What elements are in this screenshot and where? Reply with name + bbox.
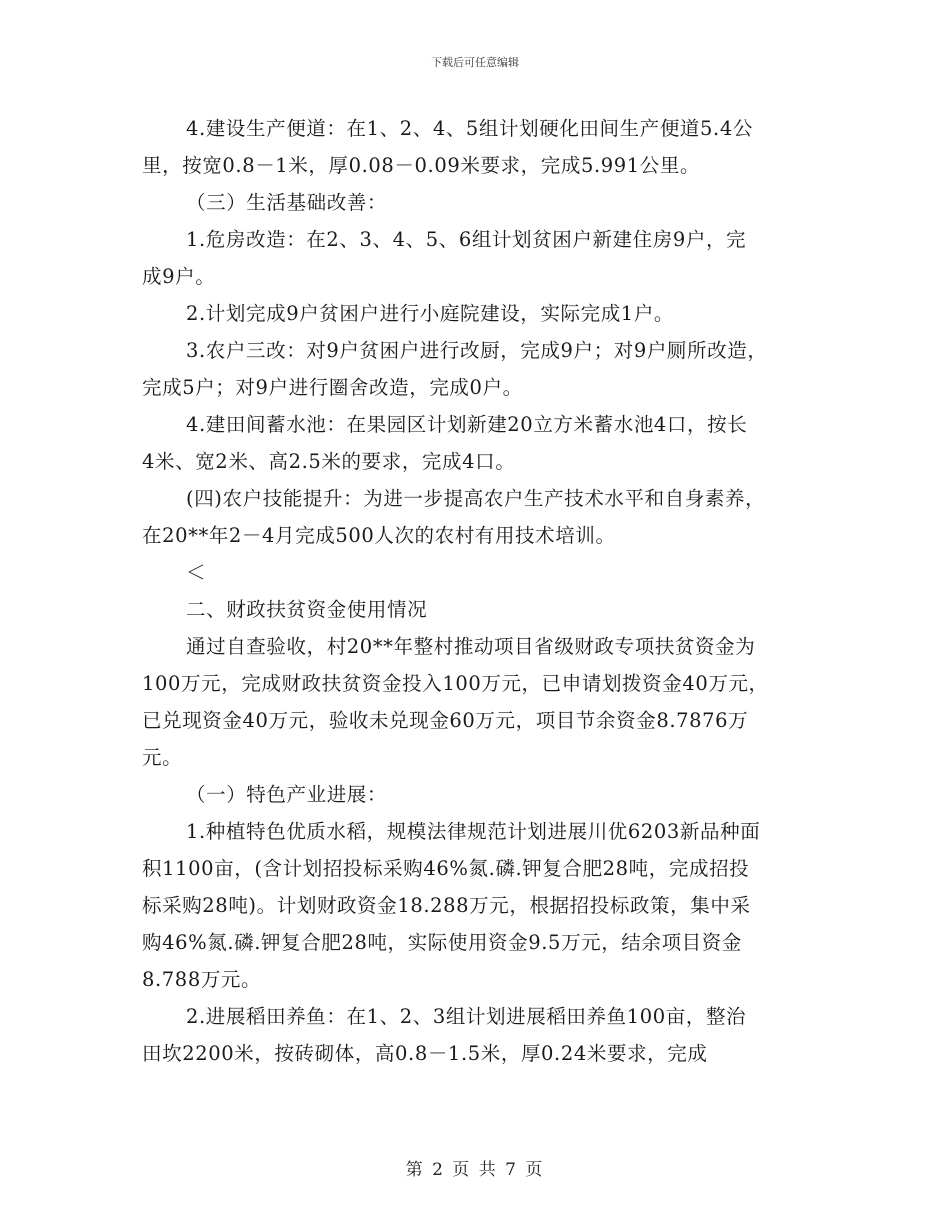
- page-number-footer: 第 2 页 共 7 页: [405, 1160, 545, 1180]
- section-heading: （三）生活基础改善：: [186, 191, 388, 214]
- paragraph-line: 完成5户；对9户进行圈舍改造，完成0户。: [142, 376, 523, 399]
- paragraph-line: 里，按宽0.8－1米，厚0.08－0.09米要求，完成5.991公里。: [142, 154, 701, 177]
- paragraph-line: 成9户。: [142, 265, 216, 288]
- paragraph-line: 购46%氮.磷.钾复合肥28吨，实际使用资金9.5万元，结余项目资金: [142, 931, 742, 954]
- stray-symbol: ＜: [186, 561, 207, 584]
- paragraph-line: 1.危房改造：在2、3、4、5、6组计划贫困户新建住房9户，完: [186, 228, 747, 251]
- paragraph-line: 4.建田间蓄水池：在果园区计划新建20立方米蓄水池4口，按长: [186, 413, 748, 436]
- paragraph-line: 标采购28吨)。计划财政资金18.288万元，根据招投标政策，集中采: [142, 894, 751, 917]
- paragraph-line: 3.农户三改：对9户贫困户进行改厨，完成9户；对9户厕所改造，: [186, 339, 768, 362]
- paragraph-line: 100万元，完成财政扶贫资金投入100万元，已申请划拨资金40万元，: [142, 672, 769, 695]
- document-body: [142, 110, 810, 1072]
- paragraph-line: 已兑现资金40万元，验收未兑现金60万元，项目节余资金8.7876万: [142, 709, 749, 732]
- paragraph-line: 4.建设生产便道：在1、2、4、5组计划硬化田间生产便道5.4公: [186, 117, 753, 140]
- paragraph-line: 通过自查验收，村20**年整村推动项目省级财政专项扶贫资金为: [186, 635, 756, 658]
- section-heading: （一）特色产业进展：: [186, 783, 388, 806]
- paragraph-line: (四)农户技能提升：为进一步提高农户生产技术水平和自身素养，: [186, 487, 766, 510]
- paragraph-line: 2.进展稻田养鱼：在1、2、3组计划进展稻田养鱼100亩，整治: [186, 1005, 747, 1028]
- paragraph-line: 1.种植特色优质水稻，规模法律规范计划进展川优6203新品种面: [186, 820, 761, 843]
- paragraph-line: 元。: [142, 746, 183, 769]
- section-heading: 二、财政扶贫资金使用情况: [186, 598, 428, 621]
- paragraph-line: 2.计划完成9户贫困户进行小庭院建设，实际完成1户。: [186, 302, 675, 325]
- paragraph-line: 8.788万元。: [142, 968, 262, 991]
- paragraph-line: 积1100亩，(含计划招投标采购46%氮.磷.钾复合肥28吨，完成招投: [142, 857, 750, 880]
- paragraph-line: 在20**年2－4月完成500人次的农村有用技术培训。: [142, 524, 616, 547]
- paragraph-line: 田坎2200米，按砖砌体，高0.8－1.5米，厚0.24米要求，完成: [142, 1042, 708, 1065]
- page-header: 下载后可任意编辑: [431, 56, 519, 69]
- paragraph-line: 4米、宽2米、高2.5米的要求，完成4口。: [142, 450, 516, 473]
